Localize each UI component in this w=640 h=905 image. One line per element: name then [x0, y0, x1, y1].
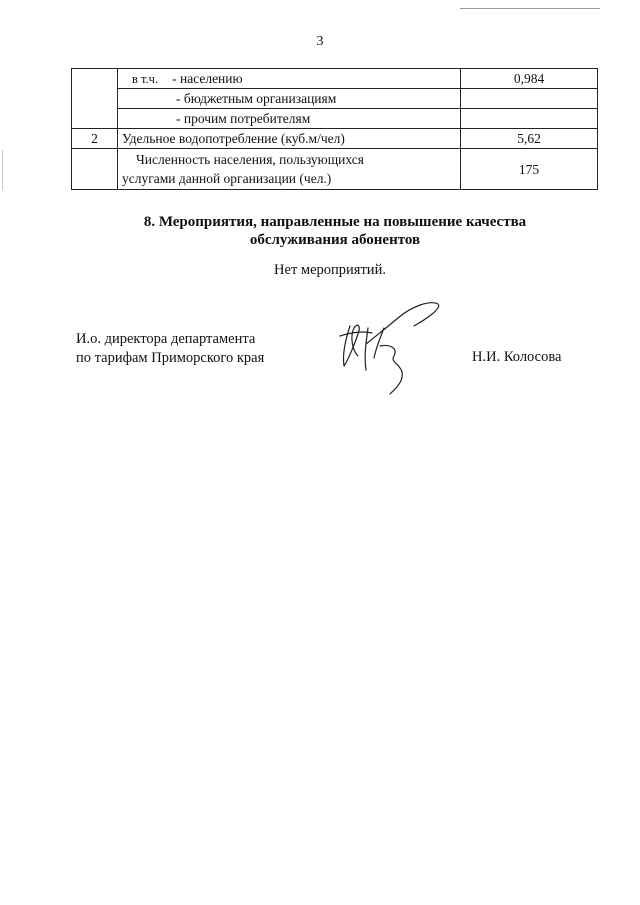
row-label-line1: Численность населения, пользующихся [136, 152, 364, 167]
row-label: - населению [172, 70, 243, 86]
signer-position-line2: по тарифам Приморского края [76, 350, 265, 366]
section-body: Нет мероприятий. [274, 262, 386, 278]
signer-position [76, 330, 264, 368]
scan-edge-mark [2, 150, 3, 190]
row-label-line2: услугами данной организации (чел.) [122, 171, 332, 186]
section-title-line1: 8. Мероприятия, направленные на повышение качества [143, 214, 527, 230]
page-number: 3 [316, 34, 324, 49]
table-row [72, 89, 598, 109]
table-row [72, 149, 598, 190]
row-label: - прочим потребителям [118, 109, 461, 129]
value-cell: 0,984 [461, 69, 598, 89]
value-cell: 175 [461, 149, 598, 190]
table-row [72, 109, 598, 129]
value-cell: 5,62 [461, 129, 598, 149]
handwritten-signature [328, 298, 448, 398]
table-row [72, 69, 598, 89]
row-number-cell: 2 [72, 129, 118, 149]
indicators-table [71, 68, 598, 190]
section-title-line2: обслуживания абонентов [249, 232, 421, 248]
section-heading [0, 213, 640, 249]
table-row [72, 129, 598, 149]
label-cell [118, 149, 461, 190]
value-cell [461, 89, 598, 109]
row-prefix: в т.ч. [132, 71, 159, 86]
signer-name: Н.И. Колосова [472, 349, 562, 365]
scan-edge-line [460, 8, 600, 9]
row-label: Удельное водопотребление (куб.м/чел) [118, 129, 461, 149]
signer-position-line1: И.о. директора департамента [76, 331, 256, 347]
row-label: - бюджетным организациям [118, 89, 461, 109]
row-number-cell [72, 149, 118, 190]
row-number-cell [72, 69, 118, 129]
label-cell [118, 69, 461, 89]
value-cell [461, 109, 598, 129]
